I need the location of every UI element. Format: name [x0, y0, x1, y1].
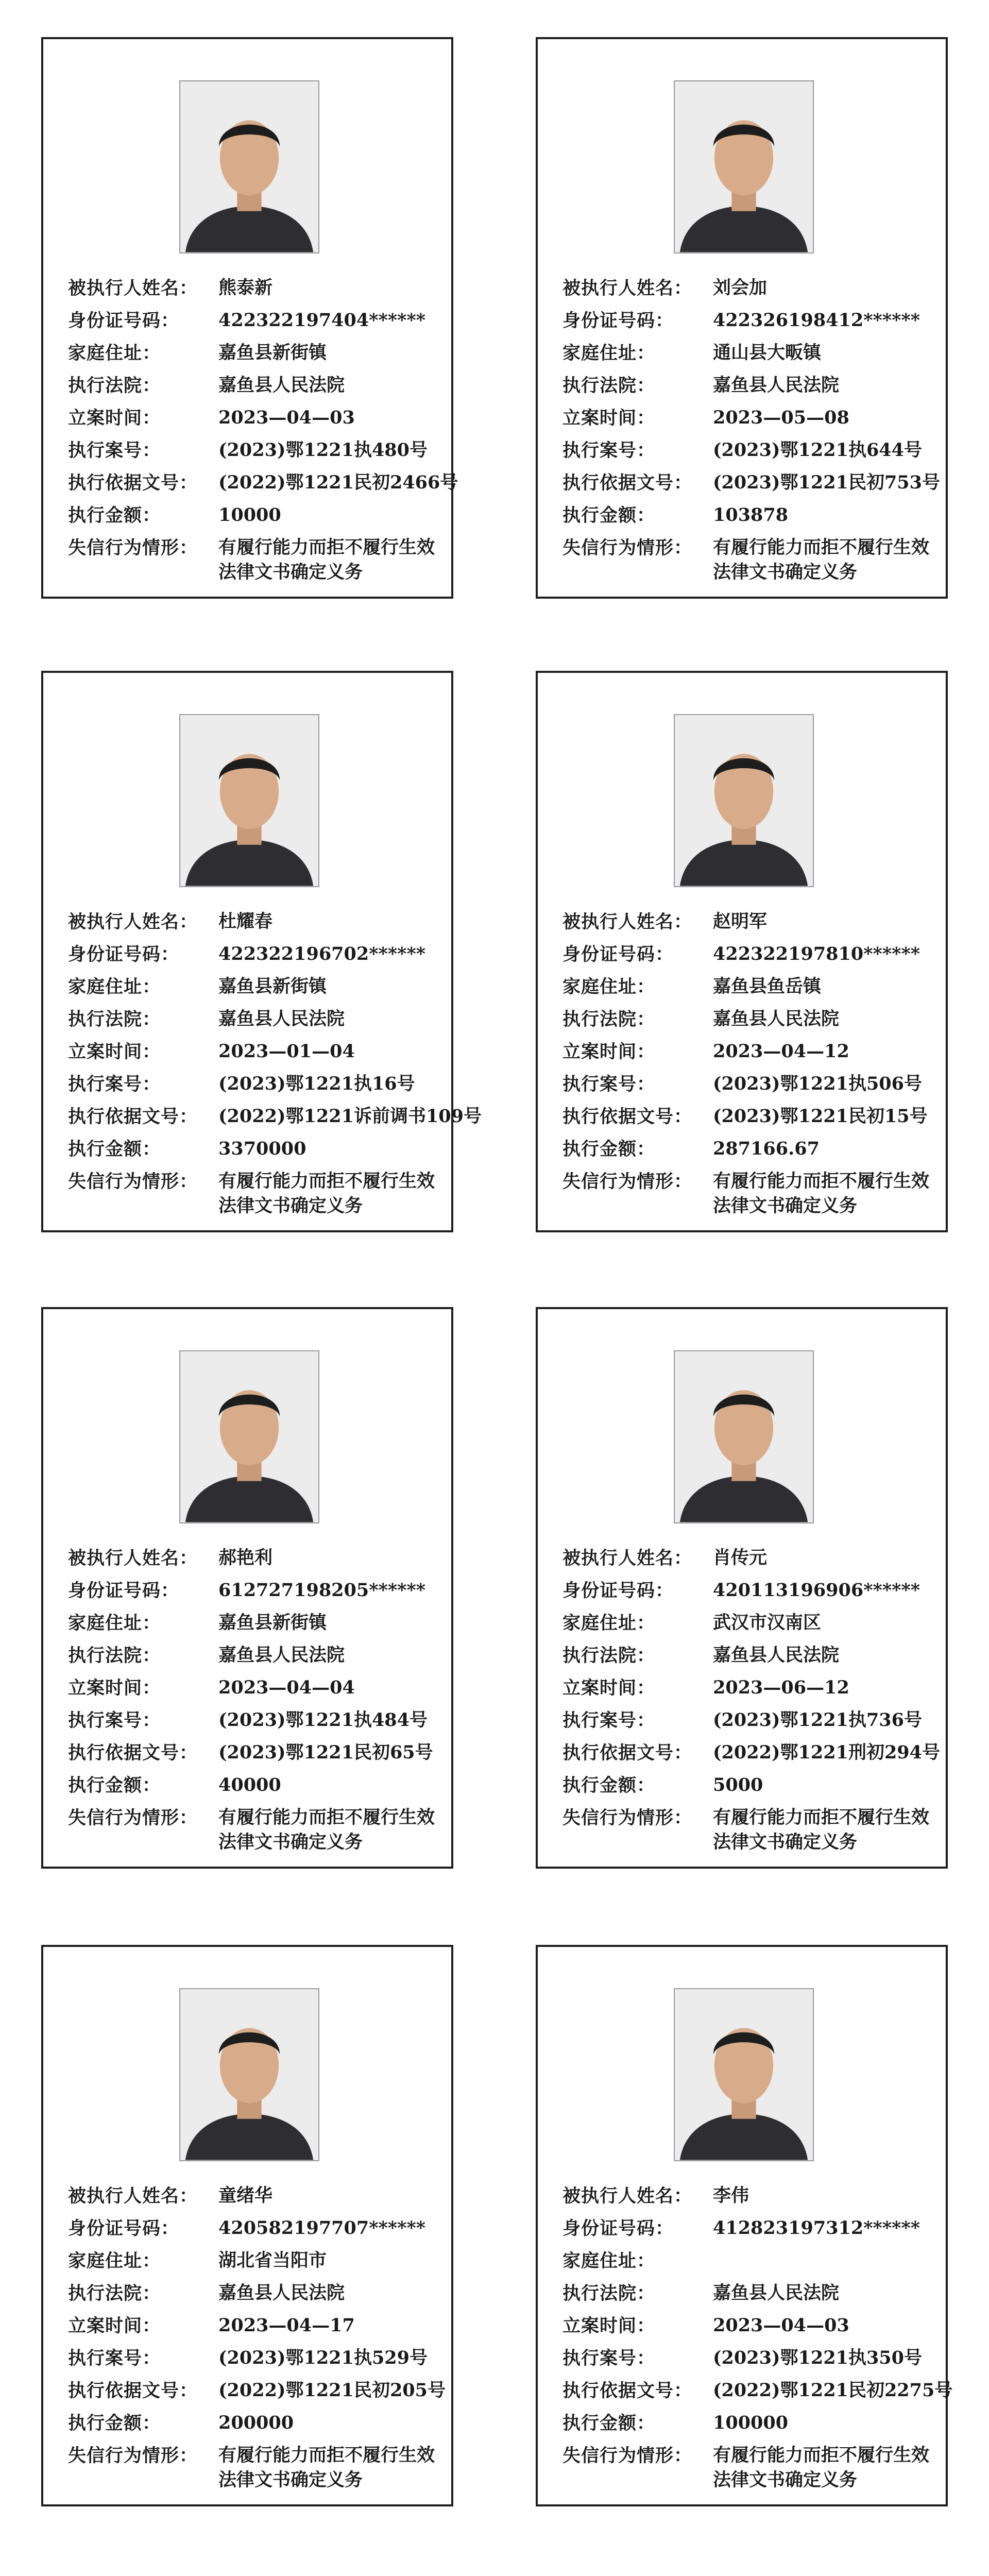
field-row-date — [68, 1672, 436, 1704]
person-photo — [674, 714, 814, 887]
field-value: 刘会加 — [713, 277, 768, 298]
field-label: 失信行为情形： — [68, 1171, 198, 1192]
field-value: 287166.67 — [713, 1138, 820, 1159]
field-value: 有履行能力而拒不履行生效法律文书确定义务 — [713, 1807, 930, 1853]
person-fields — [562, 906, 930, 1218]
field-row-court — [68, 369, 436, 402]
person-card — [41, 37, 458, 599]
field-label: 失信行为情形： — [68, 537, 198, 558]
field-label: 失信行为情形： — [562, 1171, 693, 1192]
field-label: 身份证号码： — [562, 1580, 674, 1601]
field-value: 有履行能力而拒不履行生效法律文书确定义务 — [218, 1807, 435, 1853]
field-row-date — [562, 2310, 930, 2342]
field-row-case-no — [562, 434, 930, 467]
field-value: 2023—04—04 — [218, 1677, 355, 1698]
field-value: 嘉鱼县鱼岳镇 — [713, 976, 822, 997]
field-value: 嘉鱼县人民法院 — [218, 1008, 345, 1029]
field-value: 嘉鱼县新街镇 — [218, 342, 327, 363]
field-row-case-no — [562, 2342, 930, 2375]
field-label: 执行依据文号： — [68, 2380, 198, 2401]
field-value: 612727198205****** — [218, 1580, 426, 1601]
field-row-amount — [68, 2407, 436, 2439]
field-row-name — [68, 272, 436, 304]
field-value: 嘉鱼县新街镇 — [218, 1612, 327, 1633]
field-label: 被执行人姓名： — [562, 1548, 693, 1569]
field-value: 熊泰新 — [218, 277, 273, 298]
person-photo — [179, 714, 319, 887]
field-label: 立案时间： — [562, 408, 656, 429]
person-photo — [179, 80, 319, 253]
field-value: 2023—01—04 — [218, 1041, 355, 1062]
field-label: 立案时间： — [68, 1677, 161, 1699]
field-row-behavior — [68, 532, 436, 585]
field-row-address — [562, 1607, 930, 1639]
field-value: 420113196906****** — [713, 1580, 920, 1601]
person-fields — [562, 272, 941, 585]
field-label: 执行案号： — [562, 2348, 656, 2369]
person-fields — [68, 906, 482, 1218]
field-value: 嘉鱼县人民法院 — [218, 2282, 345, 2303]
field-row-behavior — [68, 2439, 436, 2493]
field-label: 执行依据文号： — [562, 2380, 693, 2401]
field-value: 100000 — [713, 2412, 789, 2433]
field-row-court — [562, 1639, 930, 1672]
field-row-address — [68, 971, 436, 1003]
person-card — [536, 1945, 953, 2506]
field-value: 武汉市汉南区 — [713, 1612, 822, 1633]
field-label: 执行法院： — [562, 2283, 656, 2304]
field-value: 郝艳利 — [218, 1547, 273, 1568]
field-value: 103878 — [713, 504, 789, 526]
field-label: 立案时间： — [562, 1041, 656, 1062]
field-row-address — [68, 1607, 436, 1639]
field-value: 422326198412****** — [713, 310, 920, 331]
field-value: 赵明军 — [713, 911, 768, 932]
field-value: (2022)鄂1221诉前调书109号 — [218, 1106, 482, 1127]
field-value: 3370000 — [218, 1138, 306, 1159]
field-label: 执行金额： — [562, 1775, 656, 1796]
field-label: 执行依据文号： — [562, 1742, 693, 1764]
field-value: 2023—05—08 — [713, 407, 849, 428]
field-label: 执行法院： — [562, 375, 656, 396]
field-label: 执行案号： — [68, 1710, 161, 1731]
field-label: 身份证号码： — [562, 310, 674, 331]
field-row-address — [562, 971, 930, 1003]
field-label: 失信行为情形： — [68, 1807, 198, 1828]
field-row-date — [68, 2310, 436, 2342]
field-value: 湖北省当阳市 — [218, 2250, 327, 2271]
field-row-behavior — [562, 2439, 930, 2493]
person-fields — [68, 272, 458, 585]
field-label: 被执行人姓名： — [68, 1548, 198, 1569]
field-label: 执行法院： — [562, 1645, 656, 1666]
field-row-id — [562, 2212, 930, 2245]
field-row-id — [68, 938, 436, 971]
field-label: 失信行为情形： — [562, 2445, 693, 2466]
field-row-amount — [68, 499, 436, 532]
field-label: 执行金额： — [68, 505, 161, 526]
field-row-address — [562, 2245, 930, 2277]
field-row-amount — [68, 1133, 436, 1165]
person-photo — [674, 1350, 814, 1523]
field-label: 立案时间： — [562, 2315, 656, 2336]
field-value: 嘉鱼县人民法院 — [713, 1008, 840, 1029]
field-row-behavior — [68, 1165, 436, 1218]
field-row-behavior — [562, 1802, 930, 1855]
field-label: 被执行人姓名： — [68, 2185, 198, 2207]
person-fields — [562, 1542, 941, 1855]
person-fields — [68, 2180, 446, 2493]
field-row-name — [562, 272, 930, 304]
field-row-name — [562, 2180, 930, 2212]
field-label: 执行依据文号： — [68, 472, 198, 494]
field-row-case-no — [68, 2342, 436, 2375]
field-label: 家庭住址： — [562, 2250, 656, 2272]
field-label: 家庭住址： — [68, 2250, 161, 2272]
field-label: 被执行人姓名： — [68, 911, 198, 933]
field-row-basis-no — [562, 1100, 930, 1133]
field-value: 有履行能力而拒不履行生效法律文书确定义务 — [713, 2445, 930, 2490]
field-row-court — [68, 1003, 436, 1036]
field-row-basis-no — [68, 467, 458, 499]
field-label: 失信行为情形： — [562, 537, 693, 558]
field-row-behavior — [562, 532, 930, 585]
field-value: (2023)鄂1221执480号 — [218, 439, 428, 461]
field-row-date — [68, 1036, 436, 1068]
field-label: 身份证号码： — [562, 944, 674, 965]
field-row-case-no — [68, 434, 436, 467]
field-row-case-no — [68, 1068, 436, 1100]
field-value: 李伟 — [713, 2185, 749, 2206]
person-card — [536, 37, 948, 599]
field-value: (2023)鄂1221执484号 — [218, 1709, 428, 1731]
field-value: (2022)鄂1221民初205号 — [218, 2380, 446, 2401]
field-row-amount — [562, 1769, 930, 1802]
field-label: 立案时间： — [562, 1677, 656, 1699]
field-row-court — [562, 1003, 930, 1036]
field-label: 家庭住址： — [68, 1613, 161, 1634]
field-value: 5000 — [713, 1774, 763, 1795]
field-value: 嘉鱼县新街镇 — [218, 976, 327, 997]
field-label: 执行依据文号： — [562, 1106, 693, 1127]
field-row-court — [562, 369, 930, 402]
field-row-name — [68, 906, 436, 938]
field-value: (2023)鄂1221民初65号 — [218, 1742, 433, 1763]
field-label: 执行金额： — [68, 1775, 161, 1796]
field-label: 家庭住址： — [562, 976, 656, 997]
field-row-name — [68, 1542, 436, 1574]
field-row-id — [68, 1574, 436, 1607]
field-label: 执行法院： — [68, 375, 161, 396]
field-value: 嘉鱼县人民法院 — [713, 2282, 840, 2303]
field-label: 被执行人姓名： — [68, 278, 198, 299]
field-value: 422322196702****** — [218, 943, 426, 964]
field-value: 嘉鱼县人民法院 — [218, 375, 345, 396]
field-label: 身份证号码： — [68, 310, 180, 331]
field-row-amount — [68, 1769, 436, 1802]
field-label: 执行金额： — [562, 2413, 656, 2434]
field-value: 412823197312****** — [713, 2217, 920, 2239]
field-value: 2023—04—03 — [218, 407, 355, 428]
field-row-behavior — [562, 1165, 930, 1218]
field-row-basis-no — [68, 2375, 446, 2407]
person-card — [41, 671, 482, 1232]
field-value: (2022)鄂1221民初2466号 — [218, 472, 458, 493]
field-label: 执行法院： — [68, 1009, 161, 1030]
field-value: 有履行能力而拒不履行生效法律文书确定义务 — [713, 537, 930, 583]
field-value: (2023)鄂1221民初15号 — [713, 1106, 928, 1127]
field-value: (2023)鄂1221执16号 — [218, 1073, 415, 1094]
field-value: (2023)鄂1221执350号 — [713, 2347, 923, 2368]
field-value: 童绪华 — [218, 2185, 273, 2206]
field-label: 执行案号： — [562, 1074, 656, 1095]
field-value: 40000 — [218, 1774, 281, 1795]
field-row-amount — [562, 1133, 930, 1165]
person-photo — [179, 1988, 319, 2161]
field-value: 有履行能力而拒不履行生效法律文书确定义务 — [218, 1171, 435, 1216]
field-row-case-no — [562, 1704, 930, 1737]
field-row-name — [562, 1542, 930, 1574]
field-label: 被执行人姓名： — [562, 2185, 693, 2207]
field-row-basis-no — [562, 467, 941, 499]
field-row-date — [562, 1672, 930, 1704]
field-row-court — [562, 2277, 930, 2310]
field-label: 身份证号码： — [562, 2218, 674, 2239]
person-card — [41, 1307, 453, 1869]
field-label: 失信行为情形： — [68, 2445, 198, 2466]
field-label: 执行案号： — [68, 1074, 161, 1095]
person-card — [41, 1945, 453, 2506]
field-row-basis-no — [562, 2375, 953, 2407]
field-row-address — [562, 337, 930, 369]
field-row-id — [562, 1574, 930, 1607]
field-label: 执行案号： — [68, 440, 161, 461]
field-value: (2023)鄂1221执506号 — [713, 1073, 923, 1094]
field-label: 身份证号码： — [68, 2218, 180, 2239]
field-label: 执行依据文号： — [68, 1742, 198, 1764]
field-label: 家庭住址： — [562, 1613, 656, 1634]
field-value: 有履行能力而拒不履行生效法律文书确定义务 — [218, 2445, 435, 2490]
field-value: 有履行能力而拒不履行生效法律文书确定义务 — [713, 1171, 930, 1216]
field-label: 家庭住址： — [562, 343, 656, 364]
field-row-name — [68, 2180, 436, 2212]
field-label: 执行案号： — [562, 1710, 656, 1731]
field-value: 有履行能力而拒不履行生效法律文书确定义务 — [218, 537, 435, 583]
field-label: 失信行为情形： — [562, 1807, 693, 1828]
field-value: 嘉鱼县人民法院 — [713, 1645, 840, 1666]
field-row-id — [562, 304, 930, 337]
field-row-address — [68, 2245, 436, 2277]
field-label: 立案时间： — [68, 408, 161, 429]
field-label: 家庭住址： — [68, 976, 161, 997]
field-value: 嘉鱼县人民法院 — [218, 1645, 345, 1666]
field-value: 10000 — [218, 504, 281, 526]
field-row-behavior — [68, 1802, 436, 1855]
field-value: 2023—06—12 — [713, 1677, 849, 1698]
field-label: 执行法院： — [68, 1645, 161, 1666]
field-row-date — [562, 1036, 930, 1068]
field-value: 肖传元 — [713, 1547, 768, 1568]
field-row-id — [68, 2212, 436, 2245]
field-value: (2023)鄂1221民初753号 — [713, 472, 941, 493]
field-value: 杜耀春 — [218, 911, 273, 932]
person-card — [536, 1307, 948, 1869]
field-row-case-no — [68, 1704, 436, 1737]
field-row-id — [68, 304, 436, 337]
field-label: 执行金额： — [68, 1139, 161, 1160]
field-value: 2023—04—03 — [713, 2315, 849, 2336]
field-label: 执行依据文号： — [562, 472, 693, 494]
field-label: 执行法院： — [68, 2283, 161, 2304]
field-label: 家庭住址： — [68, 343, 161, 364]
field-label: 执行案号： — [68, 2348, 161, 2369]
field-value: 422322197404****** — [218, 310, 426, 331]
field-value: 通山县大畈镇 — [713, 342, 822, 363]
field-value: (2023)鄂1221执529号 — [218, 2347, 428, 2368]
field-label: 被执行人姓名： — [562, 911, 693, 933]
field-label: 执行金额： — [562, 505, 656, 526]
field-row-court — [68, 1639, 436, 1672]
field-row-name — [562, 906, 930, 938]
field-label: 被执行人姓名： — [562, 278, 693, 299]
field-label: 执行依据文号： — [68, 1106, 198, 1127]
field-row-basis-no — [68, 1737, 436, 1769]
field-value: (2023)鄂1221执736号 — [713, 1709, 923, 1731]
field-label: 身份证号码： — [68, 1580, 180, 1601]
field-label: 执行案号： — [562, 440, 656, 461]
person-fields — [562, 2180, 953, 2493]
person-photo — [674, 80, 814, 253]
person-fields — [68, 1542, 436, 1855]
field-value: 422322197810****** — [713, 943, 920, 964]
field-value: 200000 — [218, 2412, 294, 2433]
field-value: (2023)鄂1221执644号 — [713, 439, 923, 461]
field-value — [713, 2245, 930, 2248]
field-value: 嘉鱼县人民法院 — [713, 375, 840, 396]
field-row-amount — [562, 2407, 930, 2439]
field-label: 执行金额： — [562, 1139, 656, 1160]
field-row-amount — [562, 499, 930, 532]
field-label: 立案时间： — [68, 2315, 161, 2336]
person-photo — [674, 1988, 814, 2161]
field-row-court — [68, 2277, 436, 2310]
person-photo — [179, 1350, 319, 1523]
field-row-address — [68, 337, 436, 369]
field-row-date — [68, 402, 436, 434]
field-label: 执行金额： — [68, 2413, 161, 2434]
field-value: 420582197707****** — [218, 2217, 426, 2239]
person-card — [536, 671, 948, 1232]
field-value: (2022)鄂1221刑初294号 — [713, 1742, 941, 1763]
field-value: 2023—04—17 — [218, 2315, 355, 2336]
field-value: (2022)鄂1221民初2275号 — [713, 2380, 953, 2401]
field-row-basis-no — [562, 1737, 941, 1769]
field-label: 执行法院： — [562, 1009, 656, 1030]
field-row-basis-no — [68, 1100, 482, 1133]
field-row-date — [562, 402, 930, 434]
field-value: 2023—04—12 — [713, 1041, 849, 1062]
field-label: 立案时间： — [68, 1041, 161, 1062]
field-row-id — [562, 938, 930, 971]
field-label: 身份证号码： — [68, 944, 180, 965]
field-row-case-no — [562, 1068, 930, 1100]
